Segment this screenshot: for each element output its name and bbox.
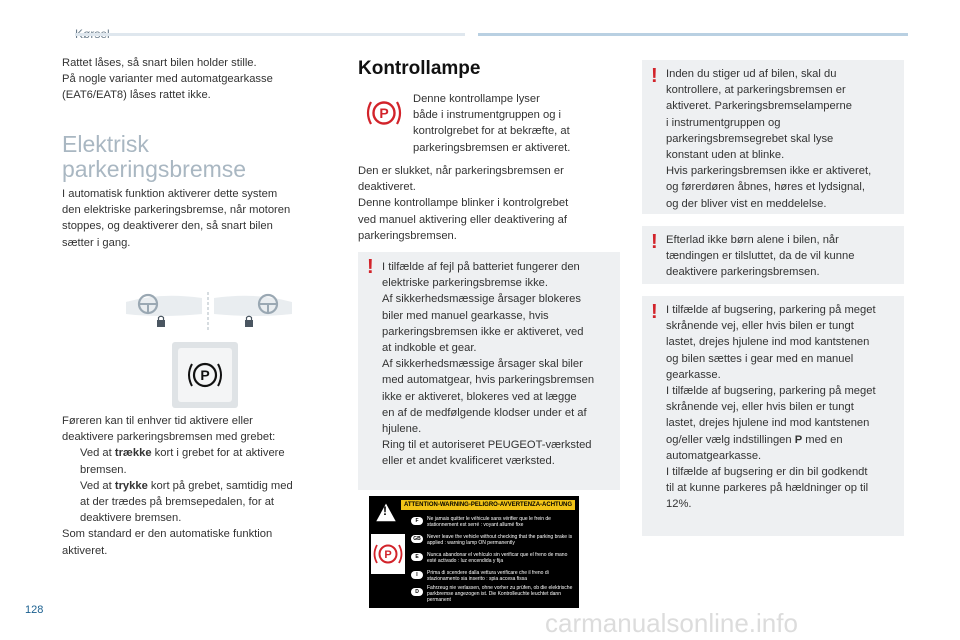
warning-line: Efterlad ikke børn alene i bilen, når (666, 234, 839, 246)
warning-line: 12%. (666, 498, 692, 511)
warning-line: skrånende vej, eller hvis bilen er tungt (666, 401, 854, 414)
gear-p-label: P (794, 433, 803, 446)
bullet-bold-text: trække (114, 447, 152, 460)
lock-icon (157, 316, 165, 327)
paragraph-line: Den er slukket, når parkeringsbremsen er (358, 165, 564, 177)
sticker-text-row: Fahrzeug nie verlassen, ohne vorher zu prüfen, ob die elektrische parkbremse angezogen ist. Die Kontrolleuchte leuchtet dann permanent (427, 585, 573, 603)
section-title-line: Elektrisk (62, 131, 149, 157)
warning-line: lastet, drejes hjulene ind mod kantstenen (666, 417, 870, 430)
paragraph-line: deaktiveret. (358, 181, 416, 194)
sticker-lamp-symbol: P (384, 549, 392, 561)
parking-brake-warning-lamp-icon (372, 536, 404, 572)
warning-line: kontrollere, at parkeringsbremsen er (666, 84, 846, 97)
warning-line: elektriske parkeringsbremse ikke. (382, 277, 549, 290)
sticker-header: ATTENTION-WARNING-PELIGRO-AVVERTENZA-ACHTUNG (401, 500, 575, 510)
warning-line: ikke er aktiveret, blokeres ved at lægge (382, 390, 577, 403)
warning-line: Hvis parkeringsbremsen ikke er aktiveret, (666, 165, 872, 178)
battery-failure-warning-box (358, 252, 620, 490)
warning-line: lastet, drejes hjulene ind mod kantstenen (666, 336, 870, 349)
sticker-text-row: Ne jamais quitter le véhicule sans vérifier que le frein de stationnement est serré : voyant allumé fixe (427, 516, 551, 528)
paragraph-line: I automatisk funktion aktiverer dette system (62, 188, 278, 200)
warning-sticker (369, 496, 579, 608)
sticker-text-row: Nunca abandonar el vehículo sin verificar que el freno de mano esté activado : luz encendida y fija (427, 552, 568, 564)
paragraph-line: den elektriske parkeringsbremse, når motoren (62, 204, 291, 217)
warning-line-text: og/eller vælg indstillingen (666, 433, 795, 446)
warning-mark-icon: ! (367, 256, 374, 278)
paragraph-line: Denne kontrollampe blinker i kontrolgrebet (358, 197, 569, 210)
towing-parking-warning-box (642, 296, 904, 536)
warning-line: automatgearkasse. (666, 449, 762, 462)
section-title-line: parkeringsbremse (62, 156, 247, 182)
warning-line: til at kunne parkeres på hældninger op til (666, 482, 869, 495)
warning-line: en af de medfølgende klodser under et af (382, 406, 587, 419)
language-flag: E (411, 553, 423, 561)
intro-line: På nogle varianter med automatgearkasse (62, 73, 273, 86)
paragraph-line: deaktivere parkeringsbremsen med grebet: (62, 431, 276, 444)
lamp-description (413, 91, 613, 156)
exit-vehicle-warning-box (642, 60, 904, 214)
paragraph-line: ved manuel aktivering eller deaktivering af (358, 213, 567, 226)
language-flag: I (411, 571, 423, 579)
paragraph-line: aktiveret. (62, 544, 108, 557)
steering-wheel-left (126, 295, 202, 316)
warning-line: hjulene. (382, 423, 422, 436)
warning-triangle-mark: ! (383, 504, 387, 518)
warning-text (382, 259, 618, 470)
watermark: carmanualsonline.info (545, 608, 798, 638)
warning-line: aktiveret. Parkeringsbremselamperne (666, 100, 852, 113)
warning-line: parkeringsbremsen ikke er aktiveret, ved (382, 325, 584, 338)
paragraph-line: parkeringsbremsen er aktiveret. (413, 141, 571, 154)
bullet-text: kort i grebet for at aktivere (151, 447, 285, 460)
bullet-line (80, 445, 285, 461)
warning-mark-icon: ! (651, 65, 658, 87)
section-title (62, 132, 342, 182)
warning-line: I tilfælde af bugsering er din bil godkendt (666, 466, 868, 479)
intro-paragraph (62, 55, 342, 104)
warning-line: Inden du stiger ud af bilen, skal du (666, 68, 837, 80)
warning-line: I tilfælde af bugsering, parkering på meget (666, 385, 876, 398)
warning-line-text: med en (802, 433, 843, 446)
paragraph-line: Som standard er den automatiske funktion (62, 528, 273, 541)
intro-line: Rattet låses, så snart bilen holder stille. (62, 57, 257, 69)
warning-line: Af sikkerhedsmæssige årsager skal biler (382, 358, 583, 371)
sticker-text-row: Never leave the vehicle without checking that the parking brake is applied : warning lamp ON permanently (427, 534, 573, 546)
warning-line: biler med manuel gearkasse, hvis (382, 309, 549, 322)
language-flag: GB (411, 535, 423, 543)
auto-function-paragraph (62, 186, 342, 251)
warning-line: og der bliver vist en meddelelse. (666, 197, 827, 210)
bullet-line: bremsen. (80, 463, 127, 476)
lamp-state-paragraph (358, 163, 618, 244)
intro-line: (EAT6/EAT8) låses rattet ikke. (62, 89, 211, 102)
bullet-line: at der trædes på bremsepedalen, for at (80, 496, 275, 509)
language-flag: F (411, 517, 423, 525)
warning-line: konstant uden at blinke. (666, 149, 785, 162)
page-number: 128 (25, 604, 44, 616)
warning-line: skrånende vej, eller hvis bilen er tungt (666, 320, 854, 333)
paragraph-line: sætter i gang. (62, 236, 131, 249)
warning-line: med automatgear, hvis parkeringsbremsen (382, 374, 595, 387)
warning-line: deaktivere parkeringsbremsen. (666, 266, 820, 279)
bullet-marker (62, 445, 80, 477)
warning-line: og førerdøren åbnes, høres et lydsignal, (666, 181, 865, 194)
parking-brake-icon (183, 355, 227, 395)
warning-line: at indkoble et gear. (382, 342, 477, 355)
warning-line: tændingen er tilsluttet, da de vil kunne (666, 250, 855, 263)
warning-mark-icon: ! (651, 231, 658, 253)
steering-wheel-right (214, 295, 292, 316)
parking-brake-lever-illustration (172, 342, 238, 408)
bullet-text: Ved at (80, 447, 115, 460)
warning-line: Ring til et autoriseret PEUGEOT-værksted (382, 439, 592, 452)
paragraph-line: stoppes, og deaktiverer den, så snart bilen (62, 220, 273, 233)
header-bar-left (75, 33, 465, 36)
bullet-text: kort på grebet, samtidig med (147, 479, 293, 492)
warning-text (666, 302, 902, 513)
warning-line: gearkasse. (666, 368, 721, 381)
lamp-symbol: P (379, 105, 389, 121)
warning-line: I tilfælde af fejl på batteriet fungerer den (382, 261, 580, 273)
bullet-bold-text: trykke (114, 479, 148, 492)
warning-line: og bilen sættes i gear med en manuel (666, 352, 854, 365)
warning-line: I tilfælde af bugsering, parkering på meget (666, 304, 876, 316)
bullet-pull-lever (62, 445, 347, 477)
language-flag: D (411, 588, 423, 596)
paragraph-line: parkeringsbremsen. (358, 229, 457, 242)
parking-brake-warning-lamp-icon (364, 94, 404, 132)
warning-line: i instrumentgruppen og (666, 116, 781, 129)
sticker-text-row: Prima di scendere dalla vettura verificare che il freno di stazionamento sia inserito : spia accesa fissa (427, 570, 549, 582)
warning-text (666, 232, 902, 281)
warning-mark-icon: ! (651, 301, 658, 323)
sticker-lamp-panel (371, 534, 405, 574)
paragraph-line: kontrolgrebet for at bekræfte, at (413, 125, 570, 138)
paragraph-line: både i instrumentgruppen og i (413, 109, 562, 122)
warning-line: eller et andet kvalificeret værksted. (382, 455, 555, 468)
parking-brake-symbol: P (200, 367, 210, 383)
children-warning-box (642, 226, 904, 284)
warning-text (666, 66, 902, 212)
bullet-marker (62, 478, 80, 527)
bullet-line (80, 478, 293, 494)
warning-line: parkeringsbremsegrebet skal lyse (666, 132, 834, 145)
warning-line (666, 432, 902, 448)
kontrollampe-title: Kontrollampe (358, 58, 481, 79)
paragraph-line: Føreren kan til enhver tid aktivere eller (62, 415, 253, 427)
bullet-text: Ved at (80, 479, 115, 492)
lock-icon (245, 316, 253, 327)
paragraph-line: Denne kontrollampe lyser (413, 93, 540, 105)
warning-line: Af sikkerhedsmæssige årsager blokeres (382, 293, 581, 306)
header-bar-right (478, 33, 908, 36)
steering-wheel-illustration (120, 288, 300, 334)
bullet-line: deaktivere bremsen. (80, 512, 182, 525)
bullet-push-lever (62, 478, 347, 527)
lever-usage-section (62, 413, 347, 559)
